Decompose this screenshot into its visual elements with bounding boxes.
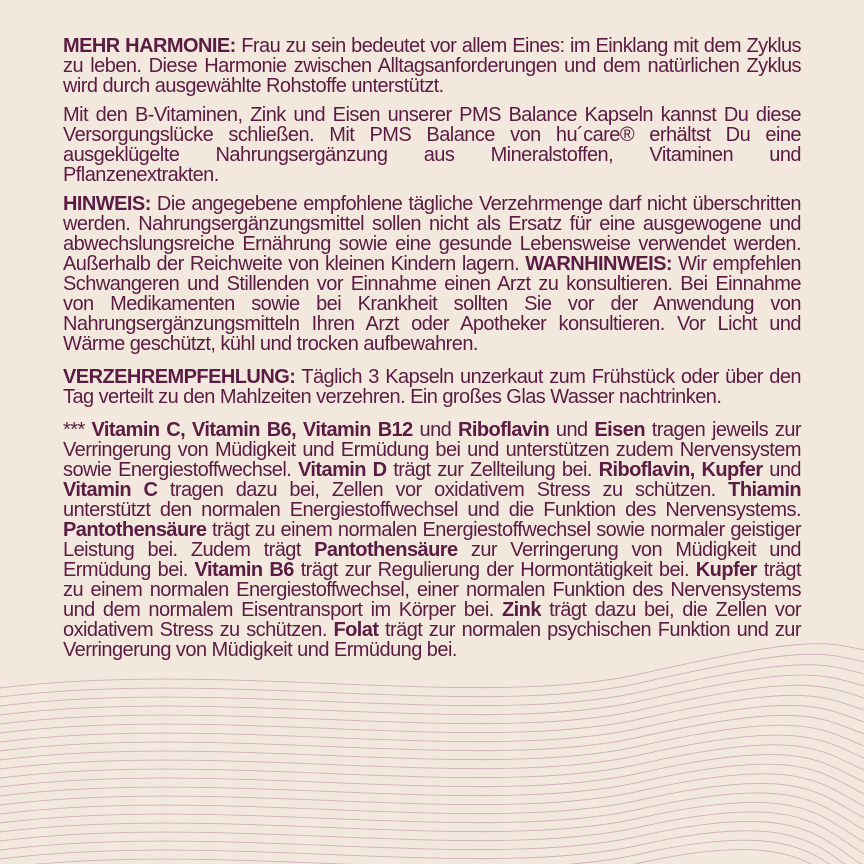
text-harmony: Frau zu sein bedeutet vor allem Eines: im Einklang mit dem Zyklus zu leben. Diese Harmonie zwischen Alltagsanforderungen und dem natürlichen Zyklus wird durch ausgewählte Rohstoffe unterstützt.: [63, 35, 801, 97]
label-text-block: [63, 36, 801, 660]
nutrient-name: Kupfer: [695, 559, 757, 581]
wave-line: [0, 705, 864, 742]
nutrient-name: Folat: [333, 619, 379, 641]
wave-line: [0, 735, 864, 769]
nutrient-name: Eisen: [594, 419, 646, 441]
nutrient-name: Vitamin C: [63, 479, 158, 501]
wave-line: [0, 665, 864, 706]
paragraph-notice: [63, 194, 801, 354]
claim-text: tragen dazu bei, Zellen vor oxidativem Stress zu schützen.: [157, 479, 729, 501]
text-vitamins-intro: Mit den B-Vitaminen, Zink und Eisen unserer PMS Balance Kapseln kannst Du diese Versorgungslücke schließen. Mit PMS Balance von hu´care® erhältst Du eine ausgeklügelte Nahrungsergänzung aus Mineralstoffen, Vitaminen und Pflanzenextrakten.: [63, 104, 801, 186]
text-dosage: Täglich 3 Kapseln unzerkaut zum Frühstück oder über den Tag verteilt zu den Mahlzeiten verzehren. Ein großes Glas Wasser nachtrinken.: [63, 366, 801, 408]
claim-text: trägt zu einem normalen Energiestoffwechsel, einer normalen Funktion des Nervensystems und dem normalem Eisentransport im Körper bei.: [63, 559, 801, 621]
paragraph-harmony: [63, 36, 801, 96]
claim-text: trägt zu einem normalen Energiestoffwechsel sowie normaler geistiger Leistung bei. Zudem trägt: [63, 519, 801, 561]
claim-text: trägt dazu bei, die Zellen vor oxidativem Stress zu schützen.: [63, 599, 802, 641]
heading-notice: HINWEIS:: [63, 193, 151, 215]
nutrient-name: Thiamin: [728, 479, 801, 501]
nutrient-name: Pantothensäure: [63, 519, 207, 541]
claim-text: trägt zur normalen psychischen Funktion und zur Verringerung von Müdigkeit und Ermüdung bei.: [63, 619, 801, 661]
wave-line: [0, 675, 864, 715]
text-notice: Die angegebene empfohlene tägliche Verzehrmenge darf nicht überschritten werden. Nahrungsergänzungsmittel sollen nicht als Ersatz für eine ausgewogene und abwechslungsreiche Ernährung sowie eine gesunde Lebensweise verwendet werden. Außerhalb der Reichweite von kleinen Kindern lagern.: [63, 193, 801, 275]
nutrient-name: Vitamin B6: [194, 559, 294, 581]
nutrient-name: Zink: [502, 599, 541, 621]
nutrient-name: Riboflavin: [457, 419, 550, 441]
claim-text: trägt zur Zellteilung bei.: [386, 459, 599, 481]
paragraph-nutrient-claims: [63, 420, 801, 660]
claim-text: unterstützt den normalen Energiestoffwechsel und die Funktion des Nervensystems.: [63, 499, 801, 521]
claim-text: ***: [63, 419, 92, 441]
claim-text: tragen jeweils zur Verringerung von Müdigkeit und Ermüdung bei und unterstützen zudem Nervensystem sowie Energiestoffwechsel.: [63, 419, 801, 481]
nutrient-name: Pantothensäure: [314, 539, 458, 561]
heading-dosage: VERZEHREMPFEHLUNG:: [63, 366, 296, 388]
wave-line: [0, 850, 864, 864]
claim-text: und: [762, 459, 802, 481]
text-warning: Wir empfehlen Schwangeren und Stillenden vor Einnahme einen Arzt zu konsultieren. Bei Einnahme von Medikamenten sowie bei Krankheit sollten Sie vor der Anwendung von Nahrungsergänzungsmitteln Ihren Arzt oder Apotheker konsultieren. Vor Licht und Wärme geschützt, kühl und trocken aufbewahren.: [63, 253, 801, 355]
wave-line: [0, 812, 864, 854]
claim-text: und: [412, 419, 458, 441]
paragraph-vitamins-intro: [63, 105, 801, 185]
nutrient-name: Vitamin C, Vitamin B6, Vitamin B12: [91, 419, 413, 441]
heading-warning: WARNHINWEIS:: [525, 253, 672, 275]
wave-line: [0, 793, 864, 830]
wave-line: [0, 840, 864, 864]
paragraph-dosage: [63, 367, 801, 407]
heading-harmony: MEHR HARMONIE:: [63, 35, 236, 57]
claim-text: und: [549, 419, 595, 441]
claim-text: zur Verringerung von Müdigkeit und Ermüdung bei.: [63, 539, 801, 581]
claim-text: trägt zur Regulierung der Hormontätigkeit bei.: [293, 559, 696, 581]
wave-line: [0, 754, 864, 787]
nutrient-name: Vitamin D: [297, 459, 387, 481]
nutrient-name: Riboflavin, Kupfer: [598, 459, 763, 481]
